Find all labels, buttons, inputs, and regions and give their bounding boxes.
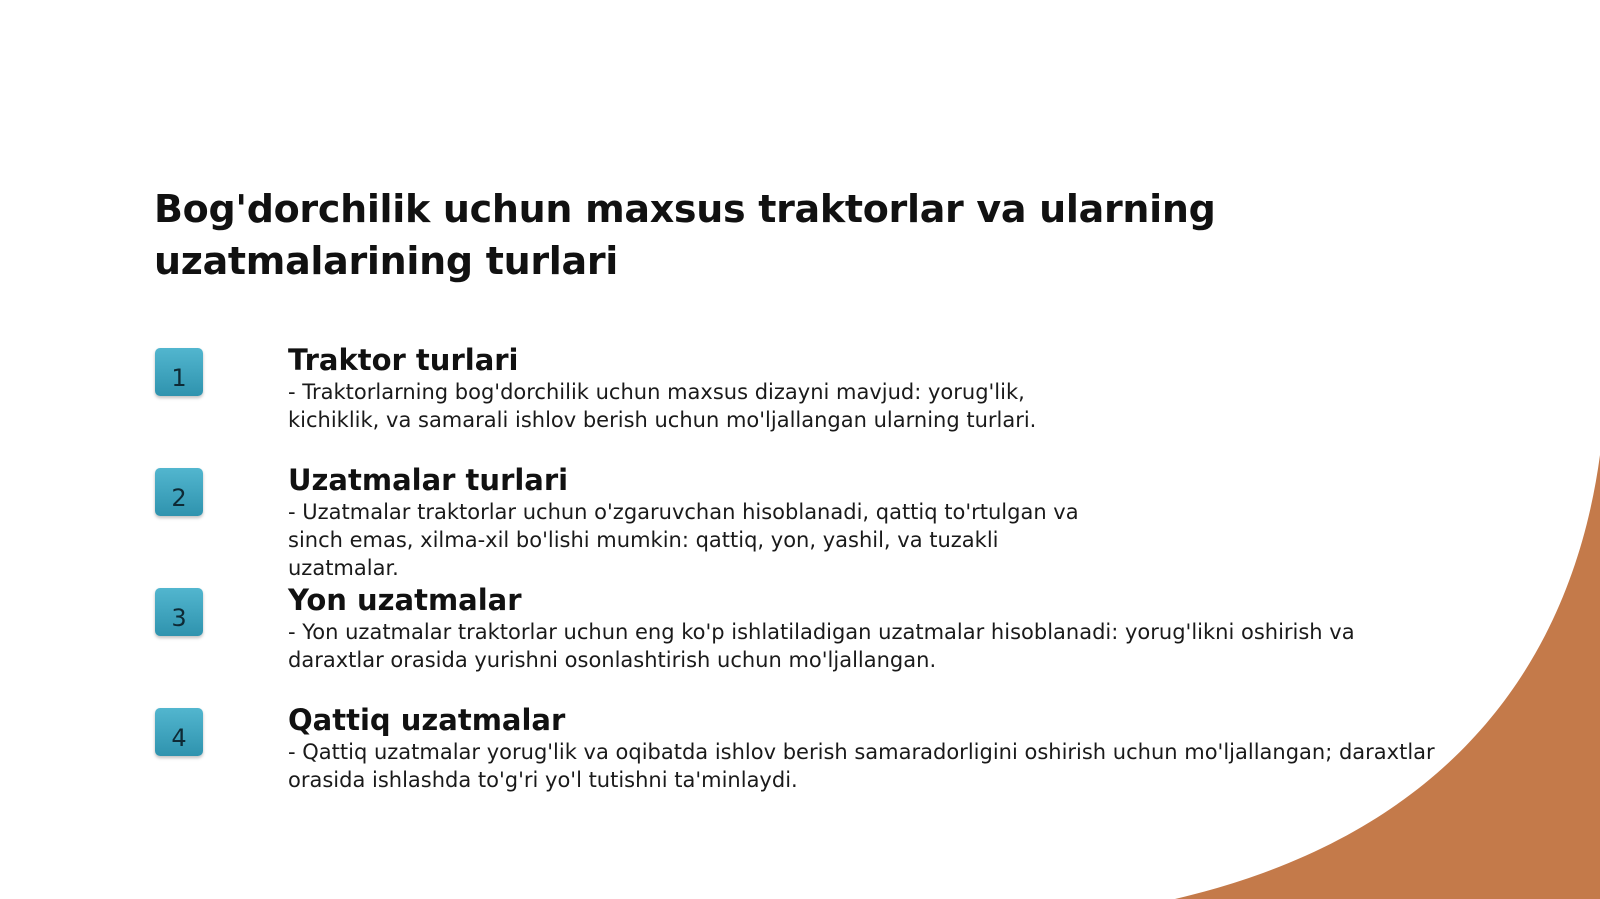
number-badge: 2 <box>155 468 203 516</box>
page-title: Bog'dorchilik uchun maxsus traktorlar va ularning uzatmalarining turlari <box>154 187 1216 283</box>
item-title: Qattiq uzatmalar <box>288 703 566 737</box>
item-description: - Qattiq uzatmalar yorug'lik va oqibatda ishlov berish samaradorligini oshirish uchun mo'ljallangan; daraxtlar orasida ishlashda to'g'ri yo'l tutishni ta'minlaydi. <box>288 740 1435 792</box>
item-description: - Traktorlarning bog'dorchilik uchun maxsus dizayni mavjud: yorug'lik, kichiklik, va samarali ishlov berish uchun mo'ljallangan ularning turlari. <box>288 380 1037 432</box>
number-badge: 3 <box>155 588 203 636</box>
item-title: Yon uzatmalar <box>288 583 522 617</box>
item-title: Uzatmalar turlari <box>288 463 569 497</box>
number-badge: 1 <box>155 348 203 396</box>
item-description: - Uzatmalar traktorlar uchun o'zgaruvchan hisoblanadi, qattiq to'rtulgan va sinch emas, xilma-xil bo'lishi mumkin: qattiq, yon, yashil, va tuzakli uzatmalar. <box>288 500 1079 580</box>
number-badge: 4 <box>155 708 203 756</box>
item-title: Traktor turlari <box>288 343 519 377</box>
item-description: - Yon uzatmalar traktorlar uchun eng ko'p ishlatiladigan uzatmalar hisoblanadi: yorug'likni oshirish va daraxtlar orasida yurishni osonlashtirish uchun mo'ljallangan. <box>288 620 1355 672</box>
